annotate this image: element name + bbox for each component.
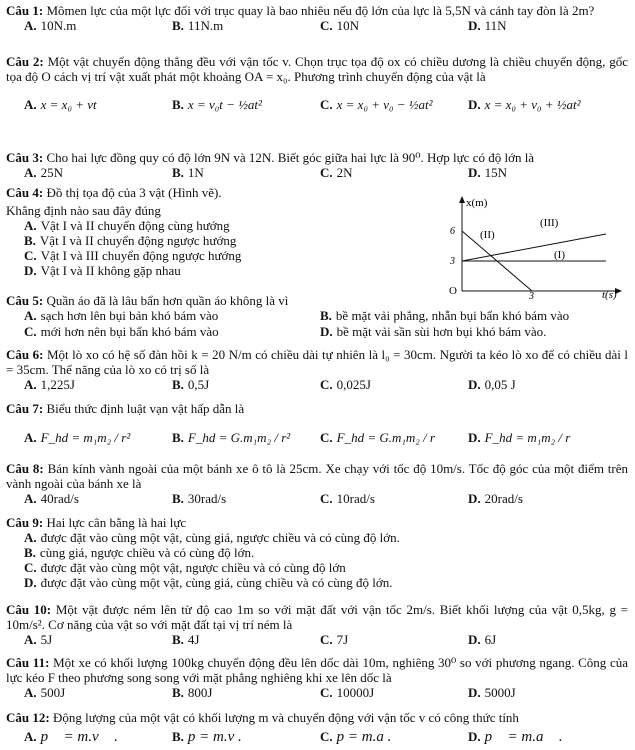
y-tick-6: 6 <box>450 226 455 237</box>
option-b[interactable]: B. 30rad/s <box>172 491 227 506</box>
option-d[interactable]: D. 15N <box>468 165 508 180</box>
question-number: Câu 12: <box>6 710 50 725</box>
question-1 <box>6 3 628 34</box>
options <box>6 491 628 507</box>
x-tick-3: 3 <box>529 291 534 302</box>
option-b[interactable]: B. cùng giá, ngược chiều và có cùng độ lớn. <box>24 545 255 560</box>
question-8 <box>6 461 628 507</box>
question-text: Một vật chuyển động thẳng đều với vận tốc v. Chọn trục tọa độ ox có chiều dương là chiều chuyển động, gốc tọa độ O cách vị trí vật xuất phát một khoảng OA = x₀. Phương trình chuyển động của vật là <box>6 54 628 84</box>
label-line-i: (I) <box>554 249 565 261</box>
option-b[interactable]: B. F_hd = G.m₁m₂ / r² <box>172 430 291 445</box>
option-b[interactable]: B. 11N.m <box>172 18 224 33</box>
origin-label: O <box>449 285 457 297</box>
options <box>6 90 628 120</box>
option-c[interactable]: C. p = m.a . <box>320 729 392 745</box>
option-a[interactable]: A. 10N.m <box>24 18 77 33</box>
question-text: Quần áo đã là lâu bẩn hơn quần áo không là vì <box>46 293 289 308</box>
question-number: Câu 11: <box>6 655 50 670</box>
y-axis-arrow <box>459 196 465 203</box>
options <box>6 632 628 648</box>
question-number: Câu 5: <box>6 293 44 308</box>
question-text: Một lò xo có hệ số đàn hồi k = 20 N/m có chiều dài tự nhiên là l₀ = 30cm. Người ta kéo lò xo để có chiều dài l = 35cm. Thế năng của lò xo có trị số là <box>6 347 628 377</box>
option-c[interactable]: C. mới hơn nên bụi bẩn khó bám vào <box>24 324 219 339</box>
question-2 <box>6 54 628 120</box>
option-a[interactable]: A. 25N <box>24 165 64 180</box>
option-c[interactable]: C. Vật I và III chuyển động ngược hướng <box>24 248 242 263</box>
option-b[interactable]: B. 4J <box>172 632 200 647</box>
question-text: Hai lực cân bằng là hai lực <box>46 515 187 530</box>
option-a[interactable]: A. 500J <box>24 685 66 700</box>
question-12 <box>6 710 628 749</box>
option-c[interactable]: C. x = x₀ + v₀ − ½at² <box>320 97 433 112</box>
question-text: Một vật được ném lên từ độ cao 1m so với mặt đất với vận tốc 2m/s. Biết khối lượng của vật 0,5kg, g = 10m/s². Cơ năng của vật so với mặt đất tại vị trí ném là <box>6 602 628 632</box>
option-d[interactable]: D. 11N <box>468 18 507 33</box>
option-d[interactable]: D. F_hd = m₁m₂ / r <box>468 430 571 445</box>
question-subtext: Khẳng định nào sau đây đúng <box>6 203 161 218</box>
option-b[interactable]: B. x = v₀t − ½at² <box>172 97 262 112</box>
question-number: Câu 10: <box>6 602 52 617</box>
option-c[interactable]: C. 2N <box>320 165 353 180</box>
option-d[interactable]: D. p⃗ = m.a⃗ . <box>468 729 563 745</box>
option-c[interactable]: C. 10rad/s <box>320 491 375 506</box>
option-c[interactable]: C. 7J <box>320 632 349 647</box>
question-number: Câu 3: <box>6 150 44 165</box>
question-number: Câu 6: <box>6 347 44 362</box>
option-d[interactable]: D. x = x₀ + v₀ + ½at² <box>468 97 581 112</box>
question-10 <box>6 602 628 648</box>
options <box>6 685 628 701</box>
option-c[interactable]: C. 10000J <box>320 685 375 700</box>
options <box>6 377 628 393</box>
x-axis-label: t(s) <box>602 289 617 301</box>
question-3 <box>6 150 628 181</box>
option-d[interactable]: D. Vật I và II không gặp nhau <box>24 263 181 278</box>
option-b[interactable]: B. p = m.v . <box>172 729 242 745</box>
question-text: Cho hai lực đồng quy có độ lớn 9N và 12N. Biết góc giữa hai lực là 90⁰. Hợp lực có độ lớn là <box>46 150 535 165</box>
option-b[interactable]: B. Vật I và II chuyển động ngược hướng <box>24 233 237 248</box>
option-a[interactable]: A. 1,225J <box>24 377 75 392</box>
option-b[interactable]: B. 0,5J <box>172 377 210 392</box>
option-a[interactable]: A. được đặt vào cùng một vật, cùng giá, ngược chiều và có cùng độ lớn. <box>24 530 400 545</box>
question-7 <box>6 401 628 454</box>
option-d[interactable]: D. được đặt vào cùng một vật, cùng giá, cùng chiều và có cùng độ lớn. <box>24 575 393 590</box>
option-b[interactable]: B. 1N <box>172 165 204 180</box>
options <box>6 308 628 324</box>
question-number: Câu 1: <box>6 3 44 18</box>
question-number: Câu 8: <box>6 461 44 476</box>
options <box>6 729 628 749</box>
option-d[interactable]: D. 6J <box>468 632 497 647</box>
option-c[interactable]: C. được đặt vào cùng một vật, ngược chiều và có cùng độ lớn <box>24 560 346 575</box>
option-d[interactable]: D. 5000J <box>468 685 516 700</box>
question-text: Đồ thị tọa độ của 3 vật (Hình vẽ). <box>46 185 222 200</box>
question-text: Động lượng của một vật có khối lượng m và chuyển động với vận tốc v có công thức tính <box>52 710 519 725</box>
option-c[interactable]: C. F_hd = G.m₁m₂ / r <box>320 430 435 445</box>
options <box>6 165 628 181</box>
option-b[interactable]: B. 800J <box>172 685 213 700</box>
question-text: Một xe có khối lượng 100kg chuyển động đều lên dốc dài 10m, nghiêng 30⁰ so với phương ngang. Công của lực kéo F theo phương song song với mặt phẳng nghiêng khi xe lên dốc là <box>6 655 629 685</box>
question-9 <box>6 515 628 590</box>
options <box>6 18 628 34</box>
label-line-ii: (II) <box>480 229 495 241</box>
option-d[interactable]: D. 0,05 J <box>468 377 516 392</box>
option-c[interactable]: C. 10N <box>320 18 360 33</box>
option-a[interactable]: A. 40rad/s <box>24 491 79 506</box>
question-text: Bán kính vành ngoài của một bánh xe ô tô là 25cm. Xe chạy với tốc độ 10m/s. Tốc độ góc của một điểm trên vành ngoài của bánh xe là <box>6 461 628 491</box>
option-d[interactable]: D. bề mặt vải sần sùi hơn bụi khó bám vào. <box>320 324 547 339</box>
question-text: Biểu thức định luật vạn vật hấp dẫn là <box>46 401 245 416</box>
option-a[interactable]: A. x = x₀ + vt <box>24 97 97 112</box>
label-line-iii: (III) <box>540 217 559 229</box>
y-axis-label: x(m) <box>466 197 488 209</box>
y-tick-3: 3 <box>450 256 455 267</box>
option-a[interactable]: A. sạch hơn lên bụi bản khó bám vào <box>24 308 219 323</box>
option-a[interactable]: A. p⃗ = m.v⃗ . <box>24 729 118 745</box>
question-number: Câu 4: <box>6 185 44 200</box>
options <box>6 424 628 454</box>
option-a[interactable]: A. F_hd = m₁m₂ / r² <box>24 430 131 445</box>
question-5 <box>6 293 628 340</box>
position-time-graph <box>448 194 628 302</box>
option-b[interactable]: B. bề mặt vải phẳng, nhẵn bụi bẩn khó bám vào <box>320 308 570 323</box>
question-11 <box>6 655 628 701</box>
option-c[interactable]: C. 0,025J <box>320 377 371 392</box>
options <box>6 324 628 340</box>
option-a[interactable]: A. 5J <box>24 632 53 647</box>
option-a[interactable]: A. Vật I và II chuyển động cùng hướng <box>24 218 230 233</box>
question-4 <box>6 185 446 278</box>
question-number: Câu 7: <box>6 401 44 416</box>
question-number: Câu 2: <box>6 54 44 69</box>
question-number: Câu 9: <box>6 515 44 530</box>
option-d[interactable]: D. 20rad/s <box>468 491 523 506</box>
question-text: Mômen lực của một lực đối với trục quay là bao nhiêu nếu độ lớn của lực là 5,5N và cánh tay đòn là 2m? <box>46 3 595 18</box>
question-6 <box>6 347 628 393</box>
